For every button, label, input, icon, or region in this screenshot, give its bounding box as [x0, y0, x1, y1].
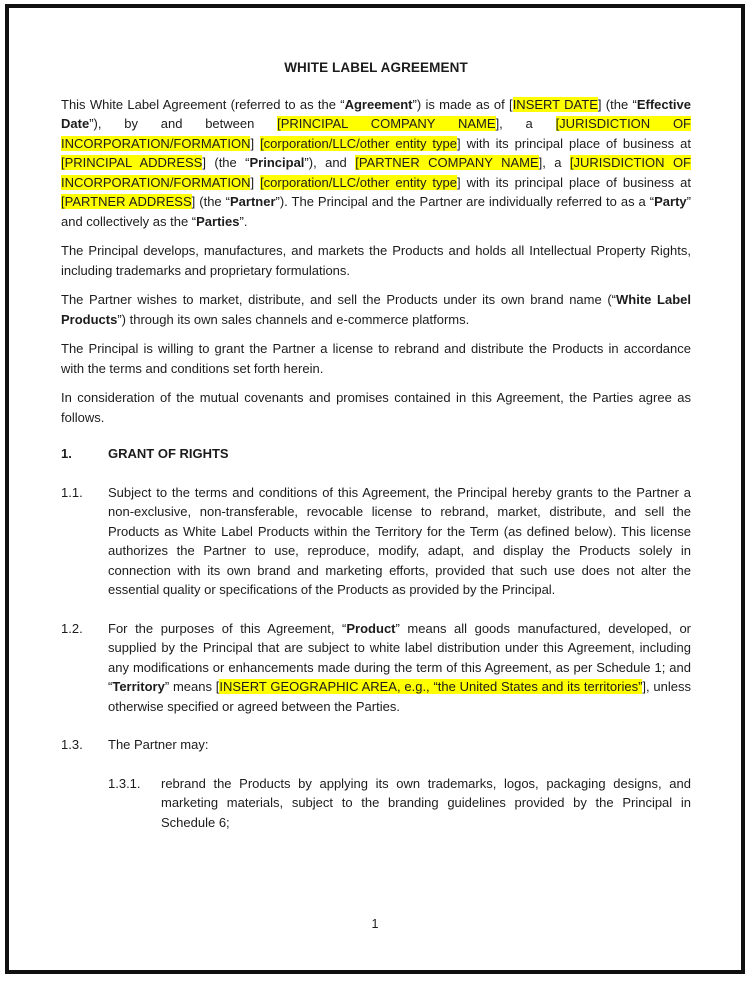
clause-text: For the purposes of this Agreement, “Product” means all goods manufactured, developed, or supplied by the Principal that are subject to white label distribution under this Agreement, including any modifications or enhancements made during the term of this Agreement, as per Schedule 1; and “Territory” means [INSERT GEOGRAPHIC AREA, e.g., “the United States and its territories”], unless otherwise specified or agreed between the Parties. — [108, 620, 692, 714]
clause-1-3-1 — [61, 774, 691, 833]
clause-text: rebrand the Products by applying its own trademarks, logos, packaging designs, and marketing materials, subject to the branding guidelines provided by the Principal in Schedule 6; — [161, 775, 691, 830]
paragraph-recital-license: The Principal is willing to grant the Partner a license to rebrand and distribute the Products in accordance with the terms and conditions set forth herein. — [61, 341, 691, 376]
clause-1-2 — [61, 619, 691, 717]
page-number: 1 — [371, 917, 379, 931]
paragraph-recital-principal: The Principal develops, manufactures, and markets the Products and holds all Intellectual Property Rights, including trademarks and proprietary formulations. — [61, 243, 691, 278]
section-number: 1. — [61, 446, 72, 461]
clause-text: Subject to the terms and conditions of this Agreement, the Principal hereby grants to the Partner a non-exclusive, non-transferable, revocable license to rebrand, market, distribute, and sell the Products as White Label Products within the Territory for the Term (as defined below). This license authorizes the Partner to use, reproduce, modify, adapt, and display the Products solely in connection with its own brand and marketing efforts, provided that such use does not alter the essential quality or specifications of the Products as provided by the Principal. — [108, 484, 691, 597]
clause-number: 1.3.1. — [108, 775, 141, 791]
clause-1-1 — [61, 483, 691, 600]
document-body — [61, 58, 691, 851]
paragraph-recital-partner: The Partner wishes to market, distribute, and sell the Products under its own brand name (“White Label Products”) through its own sales channels and e-commerce platforms. — [61, 292, 691, 327]
section-heading-grant-of-rights — [61, 444, 691, 464]
clause-number: 1.3. — [61, 737, 83, 752]
clause-1-3 — [61, 735, 691, 755]
clause-text: The Partner may: — [108, 737, 209, 752]
document-title: WHITE LABEL AGREEMENT — [284, 60, 468, 75]
clause-number: 1.1. — [61, 484, 83, 500]
paragraph-intro-parties: This White Label Agreement (referred to as the “Agreement”) is made as of [INSERT DATE] (the “Effective Date”), by and between [PRINCIPAL COMPANY NAME], a [JURISDICTION OF INCORPORATION/FORMATION] [corporation/LLC/other entity type] with its principal place of business at [PRINCIPAL ADDRESS] (the “Principal”), and [PARTNER COMPANY NAME], a [JURISDICTION OF INCORPORATION/FORMATION] [corporation/LLC/other entity type] with its principal place of business at [PARTNER ADDRESS] (the “Partner”). The Principal and the Partner are individually referred to as a “Party” and collectively as the “Parties”. — [61, 96, 692, 229]
paragraph-recital-consideration: In consideration of the mutual covenants and promises contained in this Agreement, the Parties agree as follows. — [61, 390, 691, 425]
section-label: GRANT OF RIGHTS — [108, 446, 229, 461]
clause-number: 1.2. — [61, 620, 83, 636]
